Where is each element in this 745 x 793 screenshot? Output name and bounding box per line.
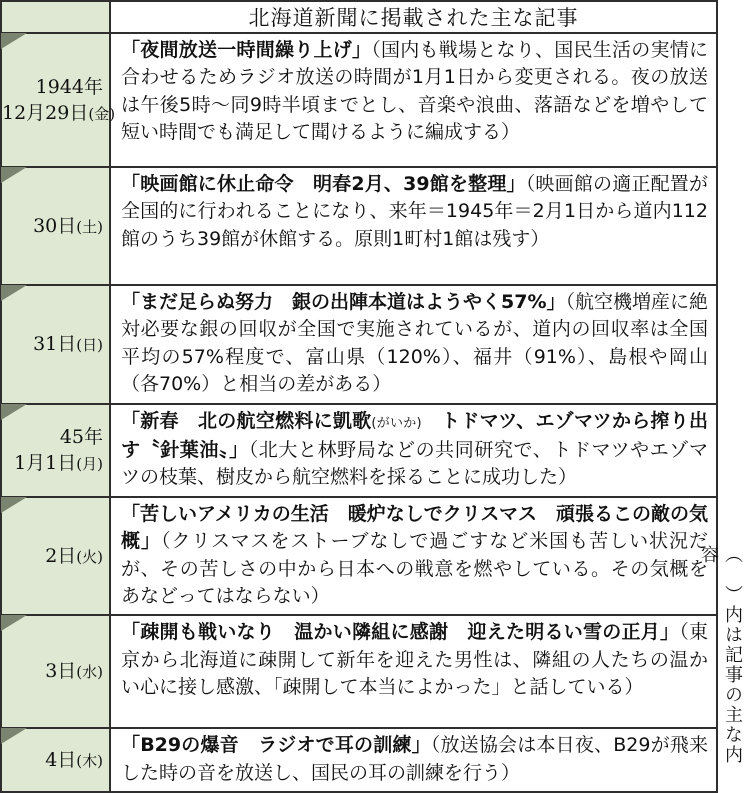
- date-day: 30日: [33, 214, 77, 237]
- article-cell: [110, 497, 717, 616]
- corner-fold-marker: [1, 285, 27, 301]
- table-row: [1, 167, 717, 285]
- article-cell: [110, 33, 717, 167]
- table-row: [1, 404, 717, 497]
- date-year: 45年: [59, 425, 103, 448]
- date-cell: [1, 167, 110, 285]
- corner-fold-marker: [1, 728, 27, 744]
- weekday: (月): [76, 454, 103, 473]
- corner-fold-marker: [1, 404, 27, 420]
- weekday: (火): [76, 547, 103, 566]
- article-headline: 「映画館に休止命令 明春2月、39館を整理」: [121, 173, 526, 195]
- corner-fold-marker: [1, 167, 27, 183]
- table-row: [1, 497, 717, 616]
- table-row: [1, 33, 717, 167]
- date-cell: [1, 615, 110, 728]
- header-row: [1, 1, 717, 33]
- article-headline: 「まだ足らぬ努力 銀の出陣本道はようやく57%」: [121, 291, 566, 313]
- date-cell: [1, 33, 116, 167]
- date-cell: [1, 728, 110, 792]
- date-day: 4日: [45, 748, 77, 771]
- date-day: 3日: [45, 660, 77, 683]
- article-cell: [110, 728, 717, 792]
- article-summary: （放送協会は本日夜、B29が飛来した時の音を放送し、国民の耳の訓練を行う）: [121, 734, 708, 784]
- article-summary: （国内も戦場となり、国民生活の実情に合わせるためラジオ放送の時間が1月1日から変更される。夜の放送は午後5時〜同9時半頃までとし、音楽や浪曲、落語などを増やして短い時間でも満足して聞けるように編成する）: [121, 39, 708, 144]
- article-summary: （北大と林野局などの共同研究で、トドマツやエゾマツの枝葉、樹皮から航空燃料を採ることに成功した）: [121, 439, 708, 489]
- article-headline: 「苦しいアメリカの生活 暖炉なしでクリスマス 頑張るこの敵の気概」: [121, 502, 708, 553]
- header-corner: [1, 1, 110, 33]
- article-summary: （東京から北海道に疎開して新年を迎えた男性は、隣組の人たちの温かい心に接し感激、「疎開して本当によかった」と話している）: [121, 621, 708, 699]
- weekday: (土): [76, 217, 103, 236]
- article-headline: 「夜間放送一時間繰り上げ」: [121, 39, 372, 61]
- weekday: (金): [88, 104, 116, 123]
- article-cell: [110, 167, 717, 285]
- weekday: (水): [76, 663, 103, 682]
- article-cell: [110, 285, 717, 404]
- table-row: [1, 728, 717, 792]
- date-cell: [1, 285, 110, 404]
- date-day: 2日: [45, 544, 77, 567]
- date-cell: [1, 404, 110, 497]
- article-cell: [110, 615, 717, 728]
- side-note: （ ）内は記事の主な内容: [698, 545, 743, 765]
- article-cell: [110, 404, 717, 497]
- ruby-reading: (がいか): [371, 415, 422, 431]
- table-header: 北海道新聞に掲載された主な記事: [110, 1, 717, 33]
- corner-fold-marker: [1, 497, 27, 513]
- article-summary: （クリスマスをストーブなしで過ごすなど米国も苦しい状況だが、その苦しさの中から日本への戦意を燃やしている。その気概をあなどってはならない）: [121, 530, 708, 608]
- corner-fold-marker: [1, 615, 27, 631]
- table-row: [1, 615, 717, 728]
- date-day: 12月29日: [2, 101, 89, 124]
- date-day: 31日: [33, 332, 77, 355]
- date-day: 1月1日: [14, 451, 77, 474]
- date-year: 1944年: [35, 75, 103, 98]
- article-summary: （映画館の適正配置が全国的に行われることになり、来年＝1945年＝2月1日から道内112館のうち39館が休館する。原則1町村1館は残す）: [121, 173, 708, 250]
- corner-fold-marker: [1, 33, 27, 49]
- weekday: (日): [76, 335, 103, 354]
- article-headline: 「疎開も戦いなり 温かい隣組に感謝 迎えた明るい雪の正月」: [121, 621, 680, 644]
- date-cell: [1, 497, 110, 616]
- article-headline: 「新春 北の航空燃料に凱歌: [121, 409, 372, 432]
- article-headline: 「B29の爆音 ラジオで耳の訓練」: [121, 734, 431, 757]
- article-headline-cont: トドマツ、エゾマツから搾り出す〝針葉油〟」: [121, 409, 708, 462]
- table-row: [1, 285, 717, 404]
- weekday: (木): [76, 751, 103, 770]
- article-summary: （航空機増産に絶対必要な銀の回収が全国で実施されているが、道内の回収率は全国平均の57%程度で、富山県（120%）、福井（91%）、島根や岡山（各70%）と相当の差がある）: [121, 291, 708, 396]
